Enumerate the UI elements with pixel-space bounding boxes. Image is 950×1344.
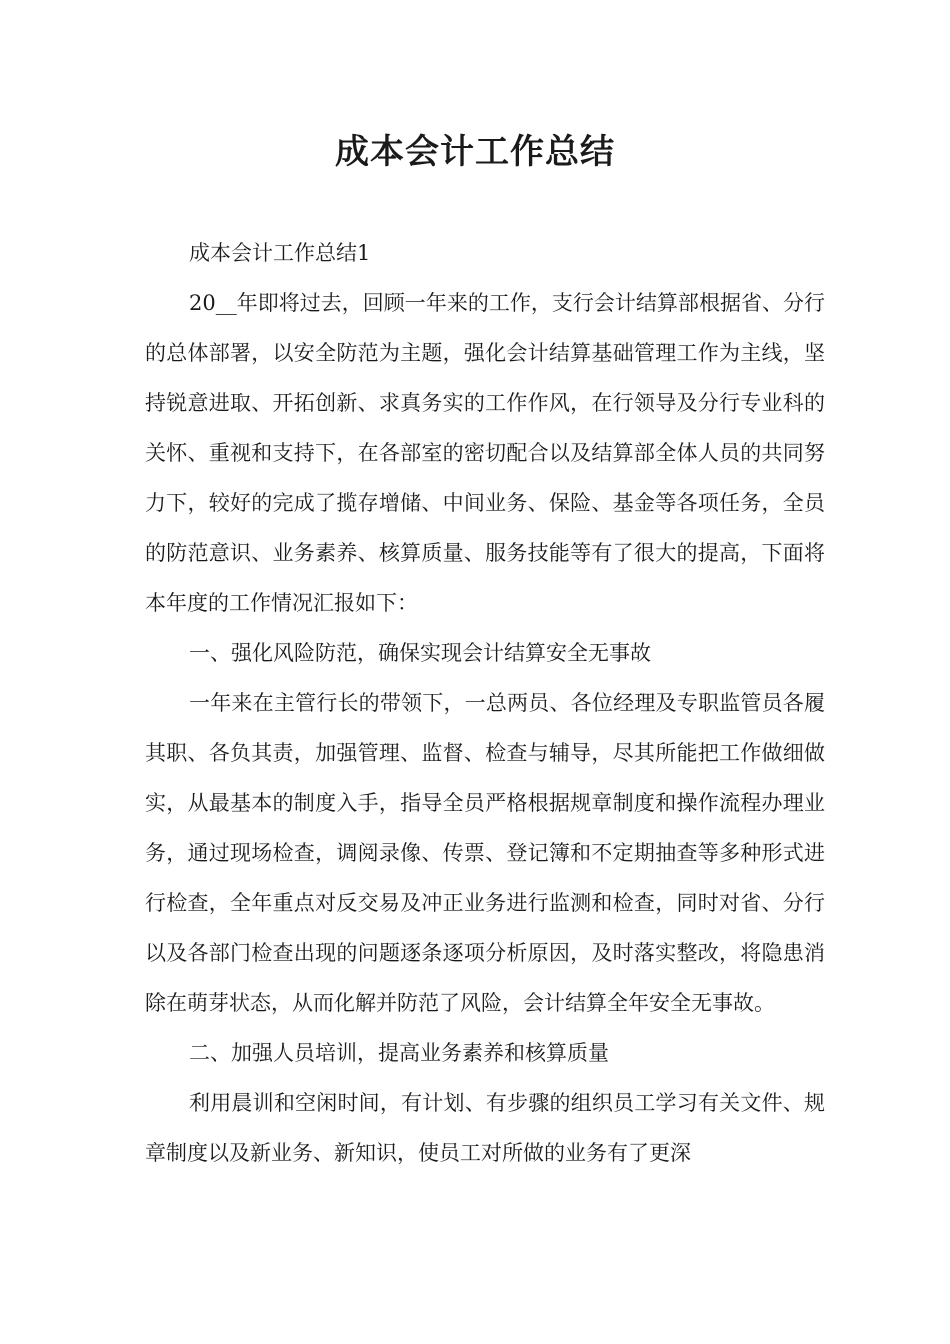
document-title: 成本会计工作总结 (335, 132, 615, 172)
subtitle-paragraph: 成本会计工作总结1 (189, 241, 371, 265)
document-body (145, 228, 825, 1178)
section-heading-2: 二、加强人员培训，提高业务素养和核算质量 (189, 1041, 609, 1065)
section-1-paragraph: 一年来在主管行长的带领下，一总两员、各位经理及专职监管员各履其职、各负其责，加强管理、监督、检查与辅导，尽其所能把工作做细做实，从最基本的制度入手，指导全员严格根据规章制度和操作流程办理业务，通过现场检查，调阅录像、传票、登记簿和不定期抽查等多种形式进行检查，全年重点对反交易及冲正业务进行监测和检查，同时对省、分行以及各部门检查出现的问题逐条逐项分析原因，及时落实整改，将隐患消除在萌芽状态，从而化解并防范了风险，会计结算全年安全无事故。 (145, 691, 825, 1015)
intro-paragraph: 20__年即将过去，回顾一年来的工作，支行会计结算部根据省、分行的总体部署，以安全防范为主题，强化会计结算基础管理工作为主线，坚持锐意进取、开拓创新、求真务实的工作作风，在行领导及分行专业科的关怀、重视和支持下，在各部室的密切配合以及结算部全体人员的共同努力下，较好的完成了揽存增储、中间业务、保险、基金等各项任务，全员的防范意识、业务素养、核算质量、服务技能等有了很大的提高，下面将本年度的工作情况汇报如下： (145, 291, 825, 615)
section-heading-1: 一、强化风险防范，确保实现会计结算安全无事故 (189, 641, 651, 665)
section-2-paragraph: 利用晨训和空闲时间，有计划、有步骤的组织员工学习有关文件、规章制度以及新业务、新知识，使员工对所做的业务有了更深 (145, 1091, 825, 1165)
